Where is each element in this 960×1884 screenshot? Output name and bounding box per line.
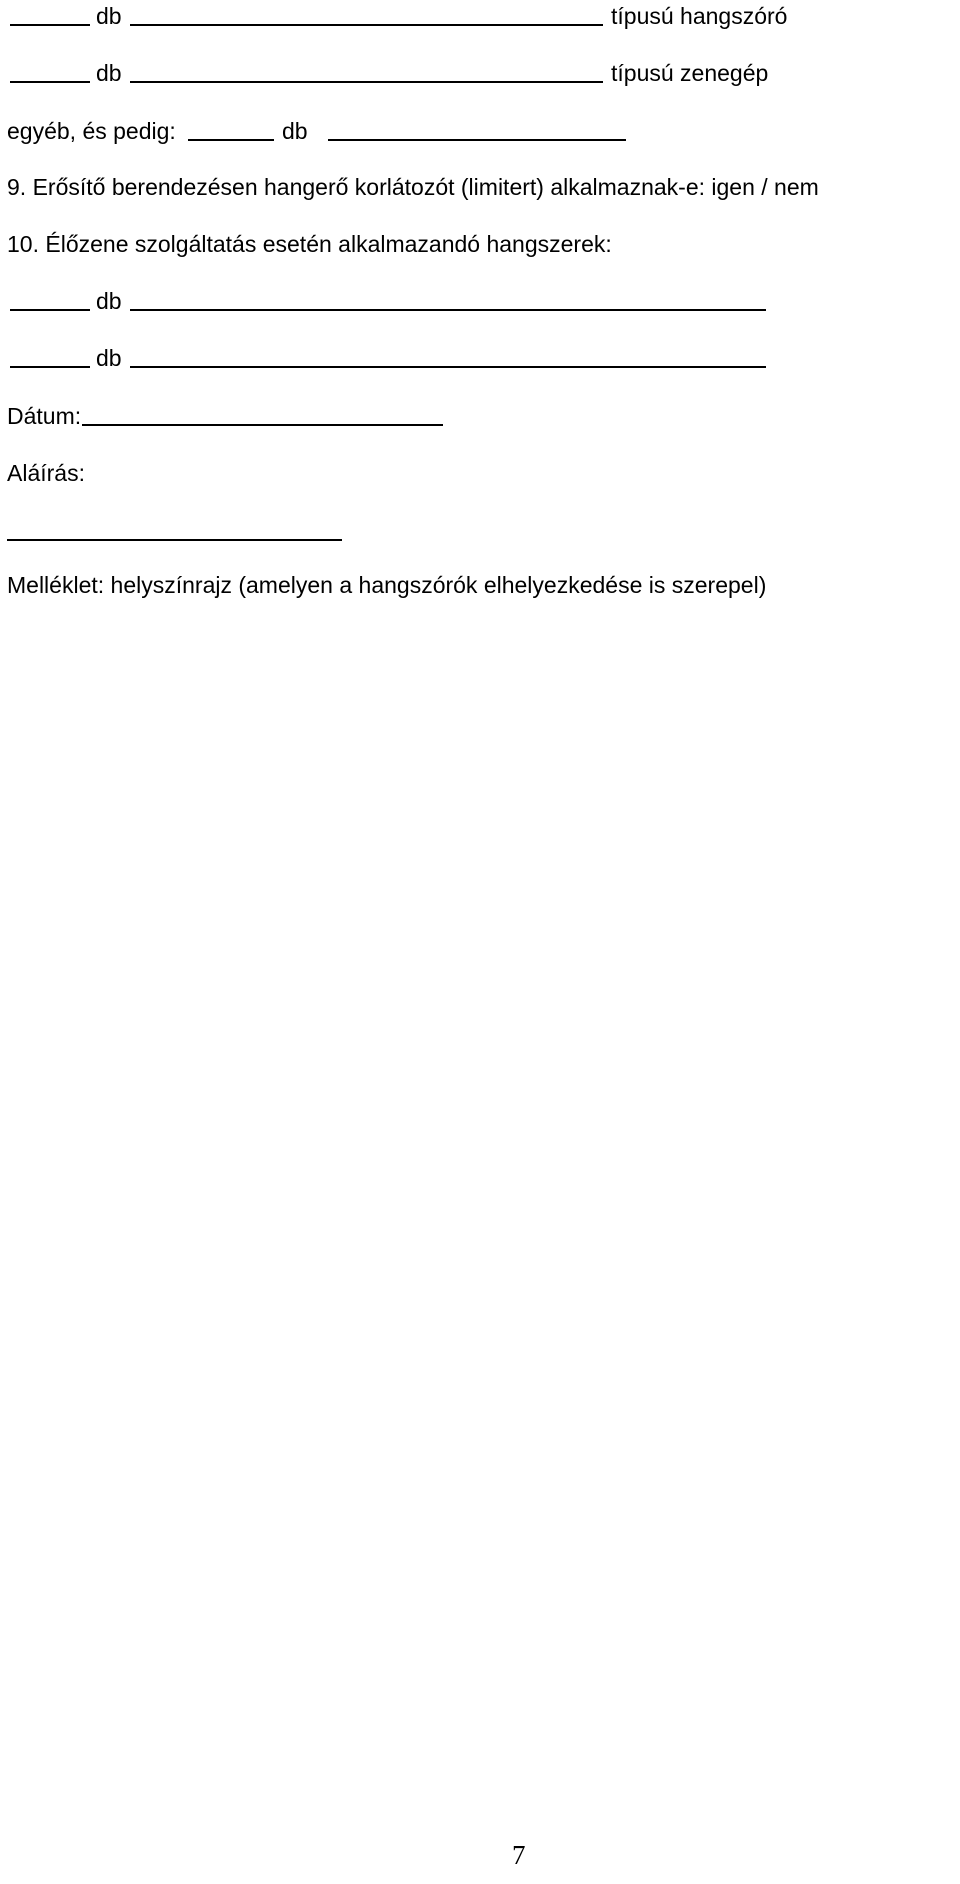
amplifier-row — [0, 59, 960, 89]
date-row — [0, 402, 960, 432]
other-row — [0, 117, 960, 147]
attachment-text: Melléklet: helyszínrajz (amelyen a hangszórók elhelyezkedése is szerepel) — [7, 572, 767, 598]
instrument-row — [0, 287, 960, 317]
amplifier-type-label: típusú zenegép — [611, 60, 769, 86]
signature-label: Aláírás: — [7, 460, 85, 486]
instrument-name-blank[interactable] — [130, 366, 766, 368]
speaker-type-label: típusú hangszóró — [611, 3, 788, 29]
instrument-count-blank[interactable] — [10, 366, 90, 368]
date-label: Dátum: — [7, 403, 82, 429]
instrument-db-label: db — [96, 345, 122, 371]
instrument-db-label: db — [96, 288, 122, 314]
other-label: egyéb, és pedig: — [7, 118, 176, 144]
instrument-name-blank[interactable] — [130, 309, 766, 311]
amplifier-db-label: db — [96, 60, 122, 86]
other-count-blank[interactable] — [188, 139, 274, 141]
other-type-blank[interactable] — [328, 139, 626, 141]
date-blank[interactable] — [82, 424, 443, 426]
instrument-row — [0, 344, 960, 374]
other-db-label: db — [282, 118, 308, 144]
amplifier-type-blank[interactable] — [130, 81, 603, 83]
speaker-row — [0, 2, 960, 32]
speaker-type-blank[interactable] — [130, 24, 603, 26]
question-10-text: 10. Élőzene szolgáltatás esetén alkalmazandó hangszerek: — [7, 231, 612, 257]
page-number: 7 — [512, 1840, 526, 1870]
speaker-db-label: db — [96, 3, 122, 29]
amplifier-count-blank[interactable] — [10, 81, 90, 83]
signature-blank[interactable] — [7, 539, 342, 541]
instrument-count-blank[interactable] — [10, 309, 90, 311]
speaker-count-blank[interactable] — [10, 24, 90, 26]
question-9-text: 9. Erősítő berendezésen hangerő korlátozót (limitert) alkalmaznak-e: igen / nem — [7, 174, 819, 200]
